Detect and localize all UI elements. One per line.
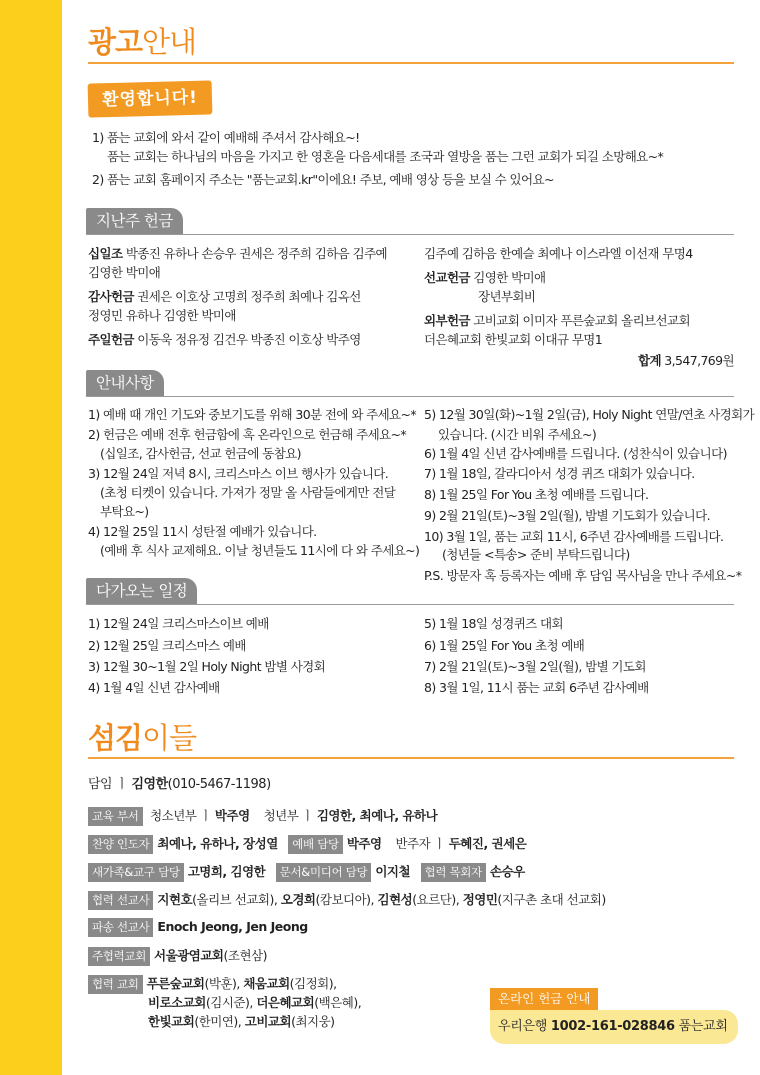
coop-church-6: 고비교회 [244,1014,292,1029]
bank-account-holder: 품는교회 [678,1019,728,1034]
edu-youth-label: 청소년부 ㅣ [150,808,212,823]
ad-title-rule [88,62,734,64]
missionary-row [88,890,606,910]
notice-5b: 있습니다. (시간 비워 주세요~) [438,427,597,442]
media-name: 이지철 [375,864,411,879]
ad-line-2: 품는 교회는 하나님의 마음을 가지고 한 영혼을 다음세대를 조국과 열방을 품는 그런 교회가 되길 소망해요~* [107,149,664,164]
mission-names: 김영한 박미애 [473,270,546,285]
ad-title [88,20,196,61]
notice-4: 4) 12월 25일 11시 성탄절 예배가 있습니다. [88,524,317,539]
tithe-line-right: 김주예 김하음 한예슬 최예나 이스라엘 이선재 무명4 [424,246,693,261]
notice-ps: P.S. 방문자 혹 등록자는 예배 후 담임 목사님을 만나 주세요~* [424,568,742,583]
notice-2: 2) 헌금은 예배 전후 헌금함에 혹 온라인으로 헌금해 주세요~* [88,427,407,442]
ad-title-light: 안내 [142,25,197,59]
coop-church-1: 푸른숲교회 [146,976,205,991]
servants-title-rule [88,757,734,759]
ad-line-3 [92,170,554,188]
notice-5: 5) 12월 30일(화)~1월 2일(금), Holy Night 연말/연초 사경회가 [424,407,755,422]
tithe-line-2: 김영한 박미애 [88,265,161,280]
coop-church-3-pastor: (김시준), [205,995,257,1010]
main-church-row [88,946,267,966]
missionary-tag: 협력 선교사 [88,891,153,910]
edu-young-label: 청년부 ㅣ [263,808,314,823]
coop-church-2-pastor: (김정회), [289,976,337,991]
coop-church-5: 한빛교회 [148,1014,195,1029]
thanks-label: 감사헌금 [88,289,134,304]
ad-line-3b: 주보, 예배 영상 등을 보실 수 있어요~ [359,172,554,187]
accomp-label: 반주자 ㅣ [395,836,446,851]
coop-church-3: 비로소교회 [148,995,206,1010]
sunday-line-1 [88,330,361,348]
sent-names: Enoch Jeong, Jen Jeong [157,919,308,934]
coop-church-1-pastor: (박훈), [204,976,244,991]
bank-account-box [490,1010,738,1044]
sent-tag: 파송 선교사 [88,918,153,937]
coop-church-4: 더은혜교회 [256,995,315,1010]
pastor-phone: (010-5467-1198) [167,777,271,792]
notice-3b: (초청 티켓이 있습니다. 가져가 정말 올 사람들에게만 전달 [100,485,396,500]
main-church-name: 서울광염교회 [154,948,224,963]
schedule-1: 1) 12월 24일 크리스마스이브 예배 [88,616,269,631]
family-names: 고명희, 김영한 [187,864,266,879]
left-yellow-bar [0,0,62,1075]
total-value: 3,547,769원 [664,353,734,368]
schedule-5: 5) 1월 18일 성경퀴즈 대회 [424,616,563,631]
missionary-4: 정영민 [462,892,498,907]
praise-names: 최예나, 유하나, 장성열 [157,836,278,851]
missionary-3-org: (요르단), [412,892,463,907]
sunday-label: 주일헌금 [88,332,134,347]
missionary-3: 김현성 [377,892,413,907]
offering-total [638,351,734,369]
accomp-names: 두혜진, 권세은 [448,836,527,851]
notice-rule [86,396,734,397]
pastor-row [88,773,271,792]
outer-line-1 [424,311,690,329]
thanks-names-1: 권세은 이호상 고명희 정주희 최예나 김옥선 [137,289,361,304]
main-church-pastor: (조현삼) [223,948,267,963]
notice-6: 6) 1월 4일 신년 감사예배를 드립니다. (성찬식이 있습니다) [424,446,727,461]
edu-young-names: 김영한, 최예나, 유하나 [316,808,438,823]
notice-10: 10) 3월 1일, 품는 교회 11시, 6주년 감사예배를 드립니다. [424,529,724,544]
schedule-4: 4) 1월 4일 신년 감사예배 [88,680,220,695]
notice-9: 9) 2월 21일(토)~3월 2일(월), 밤별 기도회가 있습니다. [424,508,710,523]
servants-title-bold: 섬김 [88,721,143,755]
coop-row-2 [148,993,361,1011]
worship-name: 박주영 [346,836,382,851]
edu-row [88,806,437,826]
outer-names-1: 고비교회 이미자 푸른숲교회 올리브선교회 [473,313,690,328]
notice-4b: (예배 후 식사 교제해요. 이날 청년들도 11시에 다 와 주세요~) [100,543,420,558]
ad-line-3a: 2) 품는 교회 홈페이지 주소는 "품는교회.kr"이에요! [92,172,357,187]
bank-label: 온라인 헌금 안내 [490,988,598,1010]
bank-account-number: 1002-161-028846 [550,1019,675,1034]
notice-2b: (십일조, 감사헌금, 선교 헌금에 동참요) [100,446,301,461]
welcome-banner: 환영합니다! [88,80,213,117]
praise-row [88,834,526,854]
coop-church-4-pastor: (백은혜), [314,995,362,1010]
missionary-2: 오경희 [280,892,316,907]
total-label: 합계 [637,353,661,368]
bulletin-page [62,0,760,1075]
notice-3: 3) 12월 24일 저녁 8시, 크리스마스 이브 행사가 있습니다. [88,466,389,481]
bank-name: 우리은행 [498,1019,548,1034]
main-church-tag: 주협력교회 [88,947,150,966]
mission-label: 선교헌금 [424,270,470,285]
thanks-line-1 [88,287,361,305]
coop-tag: 협력 교회 [88,975,143,994]
schedule-6: 6) 1월 25일 For You 초청 예배 [424,638,585,653]
schedule-8: 8) 3월 1일, 11시 품는 교회 6주년 감사예배 [424,680,649,695]
ad-title-bold: 광고 [88,25,143,59]
outer-label: 외부헌금 [424,313,470,328]
coop-church-2: 채움교회 [243,976,290,991]
edu-youth-name: 박주영 [214,808,250,823]
schedule-3: 3) 12월 30~1월 2일 Holy Night 밤별 사경회 [88,659,326,674]
assoc-tag: 협력 목회자 [421,863,486,882]
coop-church-6-pastor: (최지웅) [291,1014,335,1029]
family-tag: 새가족&교구 담당 [88,863,184,882]
sent-row [88,918,308,937]
offering-tab: 지난주 헌금 [86,208,183,234]
ad-line-1: 1) 품는 교회에 와서 같이 예배해 주셔서 감사해요~! [92,130,360,145]
missionary-1-org: (올리브 선교회), [192,892,281,907]
notice-3c: 부탁요~) [100,504,149,519]
servants-title-light: 이들 [142,721,197,755]
outer-line-2: 더은혜교회 한빛교회 이대규 무명1 [424,332,603,347]
pastor-label: 담임 ㅣ [88,777,128,792]
offering-rule [86,234,734,235]
missionary-4-org: (지구촌 초대 선교회) [497,892,606,907]
servants-title [88,716,196,757]
mission-line-2: 장년부회비 [478,289,536,304]
edu-tag: 교육 부서 [88,807,143,826]
coop-row-1 [88,974,337,994]
praise-tag: 찬양 인도자 [88,835,153,854]
notice-1: 1) 예배 때 개인 기도와 중보기도를 위해 30분 전에 와 주세요~* [88,407,417,422]
worship-tag: 예배 담당 [288,835,343,854]
notice-10b: (청년들 <특송> 준비 부탁드립니다) [442,547,630,562]
coop-church-5-pastor: (한미연), [194,1014,245,1029]
schedule-tab: 다가오는 일정 [86,578,197,604]
tithe-line-1 [88,244,387,262]
schedule-rule [86,604,734,605]
notice-7: 7) 1월 18일, 갈라디아서 성경 퀴즈 대회가 있습니다. [424,466,695,481]
tithe-label: 십일조 [88,246,123,261]
notice-tab: 안내사항 [86,370,164,396]
pastor-name: 김영한 [131,777,168,792]
coop-row-3 [148,1012,335,1030]
notice-8: 8) 1월 25일 For You 초청 예배를 드립니다. [424,487,649,502]
media-tag: 문서&미디어 담당 [276,863,372,882]
thanks-line-2: 정영민 유하나 김영한 박미애 [88,308,236,323]
missionary-1: 지현호 [157,892,193,907]
tithe-names-1: 박종진 유하나 손승우 권세은 정주희 김하음 김주예 [125,246,388,261]
mission-line-1 [424,268,546,286]
sunday-names: 이동욱 정유정 김건우 박종진 이호상 박주영 [137,332,361,347]
assoc-name: 손승우 [489,864,525,879]
schedule-7: 7) 2월 21일(토)~3월 2일(월), 밤별 기도회 [424,659,646,674]
family-row [88,862,525,882]
schedule-2: 2) 12월 25일 크리스마스 예배 [88,638,246,653]
missionary-2-org: (캄보디아), [315,892,378,907]
